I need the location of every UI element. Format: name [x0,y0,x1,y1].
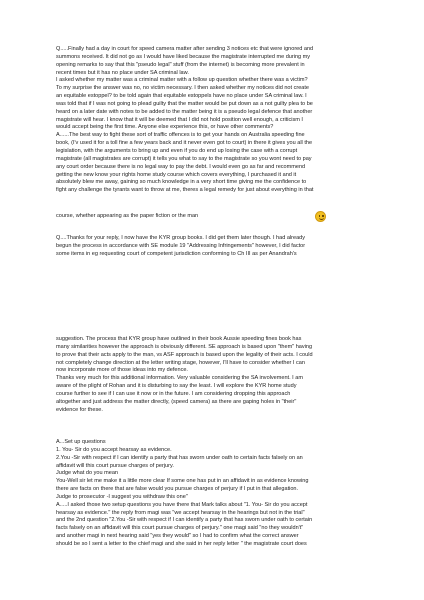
paragraph-block-4: A...Set up questions 1. You- Sir do you accept hearsay as evidence. 2.You -Sir with respect if I can identify a party that has sworn under oath to certain facts falsely on an affidavit will this court pursue charges of perjury. Judge what do you mean You-Well sir let me make it a little more clear If some one has put in an affidavit in as evidence knowing there are facts on there that are false would you pursue charges of perjury if I put in that allegation. Judge to prosecutor -I suggest you withdraw this one" A.....I asked those two setup questions you have there that Mark talks about "1. You- Sir do you accept hearsay as evidence." the reply from magi was "we accept hearsay in the hearings but not in the trial" and the 2nd question "2.You -Sir with respect if I can identify a party that has sworn under oath to certain facts falsely on an affidavit will this court pursue charges of perjury." one magi said "no they wouldn't" and another magi in next hearing said "yes they would" so I had to confirm what the correct answer should be so I sent a letter to the chief magi and she said in her reply letter " the magistrate court does [56,439,313,547]
emoji-line [56,210,372,224]
paragraph-block-2: Q....Thanks for your reply, I now have the KYR group books. I did get them later though. I had already begun the process in accordance with SE module 19 "Addressing Infringements" however, I did factor some items in eg requesting court of competent jurisdiction conforming to Ch III as per Anandrah's [56,235,306,257]
paragraph-block-3: suggestion. The process that KYR group have outlined in their book Aussie speeding fines book has many similarities however the approach is obviously different. SE approach is based upon "them" having to prove that their acts apply to the man, vs ASF approach is based upon the legality of their acts. I could not completely change direction at the letter writing stage, however, I'll have to consider whether I can now incorporate more of those ideas into my defence. Thanks very much for this additional information. Very valuable considering the SA involvement. I am aware of the plight of Rohan and it is disturbing to say the least. I will explore the KYR home study course further to see if I can use it now or in the future. I am considering dropping this approach altogether and just address the matter directly, (speed camera) as there are gaping holes in "their" evidence for these. [56,336,313,413]
smiling-face-emoji-icon [315,211,326,222]
paragraph-block-1: Q.....Finally had a day in court for speed camera matter after sending 3 notices etc that were ignored and summons received. It did not go as I would have liked because the magistrate interrupted me during my opening remarks to say that this "pseudo legal" stuff (from the internet) is becoming more prevalent in recent times but it has no place under SA criminal law. I asked whether my matter was a criminal matter with a follow up question whether there was a victim? To my surprise the answer was no, no victim necessary. I then asked whether my notices did not create an equitable estoppel? to be told again that equitable estoppels have no place under SA criminal law. I was told that if I was not going to plead guilty that the matter would be put down as a not guilty plea to be heard on a later date with notes to be added to the matter being it is a pseudo legal defence that another magistrate will hear. I know that it will be deemed that I did not hold position well enough, a criticism I would accept being the first time. Anyone else experience this, or have other comments? A......The best way to fight these sort of traffic offences is to get your hands on Australia speeding fine book, (I'v used it for a toll fine a few years back and it never even got to court) in there it gives you all the legislation, with the arguments to bring up and even if you do end up losing the case with a corrupt magistrate (all magistrates are corrupt) it tells you what to say to the magistrate so you wont need to pay any court order because there is no legal way to pay the debt. I would even go as far and recommend getting the new know your rights home study course which covers everything, I purchased it and it absolutely blew me away, gaining so much knowledge in a very short time giving me the confidence to fight any challenge the tyrants want to throw at me, theres a legal remedy for just about everything in that [56,46,314,194]
emoji-line-text: course, whether appearing as the paper fiction or the man [56,213,199,219]
